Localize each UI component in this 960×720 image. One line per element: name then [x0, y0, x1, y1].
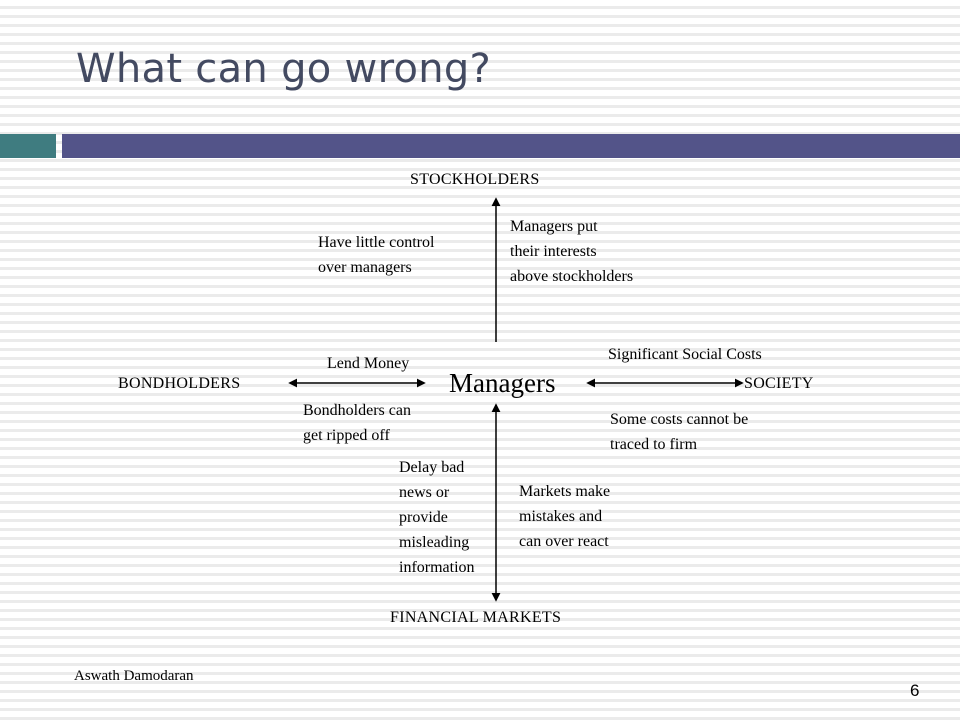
label-stockholders-control: Have little control over managers [318, 234, 435, 276]
label-lend-money: Lend Money [327, 355, 410, 372]
node-stockholders: STOCKHOLDERS [410, 171, 540, 188]
label-bondholders-ripped-off: Bondholders can get ripped off [303, 402, 411, 444]
footer-author: Aswath Damodaran [74, 668, 194, 684]
node-bondholders: BONDHOLDERS [118, 375, 241, 392]
label-delay-bad-news: Delay bad news or provide misleading information [399, 459, 475, 576]
slide-title: What can go wrong? [76, 46, 492, 92]
label-managers-interests: Managers put their interests above stockholders [510, 218, 634, 285]
node-society: SOCIETY [744, 375, 814, 392]
label-markets-mistakes: Markets make mistakes and can over react [519, 483, 611, 550]
center-managers: Managers [449, 368, 556, 398]
label-costs-not-traced: Some costs cannot be traced to firm [610, 411, 749, 453]
label-social-costs: Significant Social Costs [608, 346, 762, 363]
page-number: 6 [910, 681, 920, 700]
node-financial-markets: FINANCIAL MARKETS [390, 609, 562, 626]
